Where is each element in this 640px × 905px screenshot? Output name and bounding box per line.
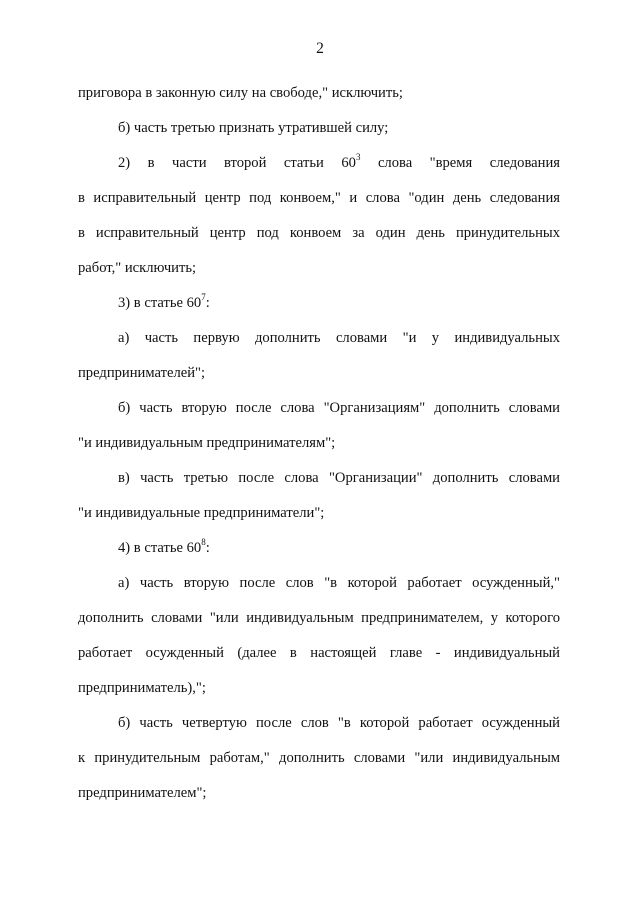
text-line: работает осужденный (далее в настоящей главе - индивидуальный: [78, 645, 560, 661]
text-line: в исправительный центр под конвоем," и слова "один день следования: [78, 190, 560, 206]
text-line: предпринимателей";: [78, 365, 206, 381]
page-number: 2: [316, 40, 324, 57]
text-fragment: 2) в части второй статьи 60: [118, 155, 356, 171]
text-fragment: :: [205, 540, 210, 556]
text-line: приговора в законную силу на свободе," исключить;: [78, 85, 403, 101]
text-line: предприниматель),";: [78, 680, 206, 696]
text-line: б) часть вторую после слова "Организациям" дополнить словами: [118, 400, 560, 416]
text-line: предпринимателем";: [78, 785, 207, 801]
text-line: [78, 146, 560, 181]
text-line: а) часть вторую после слов "в которой работает осужденный,": [118, 575, 560, 591]
text-line: а) часть первую дополнить словами "и у индивидуальных: [118, 330, 560, 346]
text-line: "и индивидуальным предпринимателям";: [78, 435, 336, 451]
text-fragment: 3) в статье 60: [118, 295, 202, 311]
text-fragment: слова "время следования: [360, 155, 560, 171]
document-body: [78, 76, 560, 811]
superscript: 7: [201, 292, 206, 302]
text-line: в) часть третью после слова "Организации" дополнить словами: [118, 470, 560, 486]
text-line: к принудительным работам," дополнить словами "или индивидуальным: [78, 750, 560, 766]
superscript: 3: [355, 152, 361, 162]
text-fragment: 4) в статье 60: [118, 540, 202, 556]
text-line: [78, 531, 560, 566]
text-line: "и индивидуальные предприниматели";: [78, 505, 325, 521]
text-line: [78, 286, 560, 321]
superscript: 8: [201, 537, 206, 547]
text-line: в исправительный центр под конвоем за один день принудительных: [78, 225, 560, 241]
text-line: дополнить словами "или индивидуальным предпринимателем, у которого: [78, 610, 560, 626]
text-fragment: :: [205, 295, 210, 311]
text-line: б) часть четвертую после слов "в которой работает осужденный: [118, 715, 560, 731]
text-line: работ," исключить;: [78, 260, 197, 276]
text-line: б) часть третью признать утратившей силу;: [118, 120, 389, 136]
